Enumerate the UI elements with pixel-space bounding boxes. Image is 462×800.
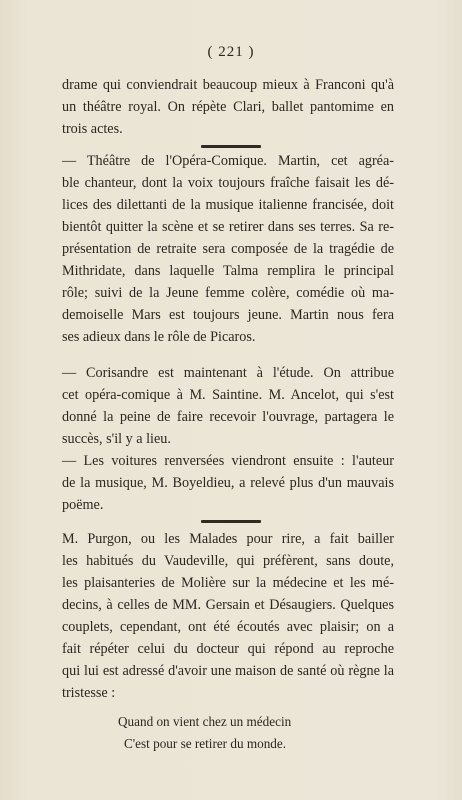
text-line: couplets, cependant, ont été écoutés avec plaisir; on a xyxy=(62,619,394,635)
paragraph-purgon xyxy=(62,528,394,704)
text-line: un théâtre royal. On répète Clari, ballet pantomime en xyxy=(62,99,394,115)
text-line: — Les voitures renversées viendront ensuite : l'auteur xyxy=(62,453,394,469)
text-line: demoiselle Mars est toujours jeune. Martin nous fera xyxy=(62,307,394,323)
text-line: rôle; suivi de la Jeune femme colère, comédie où ma- xyxy=(62,285,394,301)
verse-line: Quand on vient chez un médecin xyxy=(118,714,292,729)
text-line: ble chanteur, dont la voix toujours fraîche faisait les dé- xyxy=(62,175,394,191)
text-line: fait répéter celui du docteur qui répond au reproche xyxy=(62,641,394,657)
text-line: succès, s'il y a lieu. xyxy=(62,431,171,447)
text-line: cet opéra-comique à M. Saintine. M. Ancelot, qui s'est xyxy=(62,387,394,403)
text-line: M. Purgon, ou les Malades pour rire, a fait bailler xyxy=(62,531,394,547)
section-divider xyxy=(201,145,261,148)
text-line: lices des dilettanti de la musique italienne francisée, doit xyxy=(62,197,394,213)
text-line: de la musique, M. Boyeldieu, a relevé plus d'un mauvais xyxy=(62,475,394,491)
text-line: decins, à celles de MM. Gersain et Désaugiers. Quelques xyxy=(62,597,394,613)
text-line: drame qui conviendrait beaucoup mieux à Franconi qu'à xyxy=(62,77,394,93)
text-line: les habitués du Vaudeville, qui préfèrent, sans doute, xyxy=(62,553,394,569)
text-line: ses adieux dans le rôle de Picaros. xyxy=(62,329,256,345)
verse-line: C'est pour se retirer du monde. xyxy=(124,736,287,751)
text-line: présentation de retraite sera composée de la tragédie de xyxy=(62,241,394,257)
text-line: qui lui est adressé d'avoir une maison de santé où règne la xyxy=(62,663,394,679)
text-line: — Corisandre est maintenant à l'étude. On attribue xyxy=(62,365,394,381)
text-line: Mithridate, dans laquelle Talma remplira le principal xyxy=(62,263,394,279)
text-line: — Théâtre de l'Opéra-Comique. Martin, cet agréa- xyxy=(62,153,394,169)
paragraph-corisandre xyxy=(62,362,394,516)
text-line: les plaisanteries de Molière sur la médecine et les mé- xyxy=(62,575,394,591)
text-line: bientôt quitter la scène et se retirer dans ses terres. Sa re- xyxy=(62,219,394,235)
text-line: tristesse : xyxy=(62,685,116,701)
text-line: donné la peine de faire recevoir l'ouvrage, partagera le xyxy=(62,409,394,425)
page-number: ( 221 ) xyxy=(207,44,255,60)
section-divider xyxy=(201,520,261,523)
paragraph-opera-comique xyxy=(62,150,394,348)
text-line: trois actes. xyxy=(62,121,123,137)
text-line: poëme. xyxy=(62,497,104,513)
paragraph-franconi xyxy=(62,74,394,140)
